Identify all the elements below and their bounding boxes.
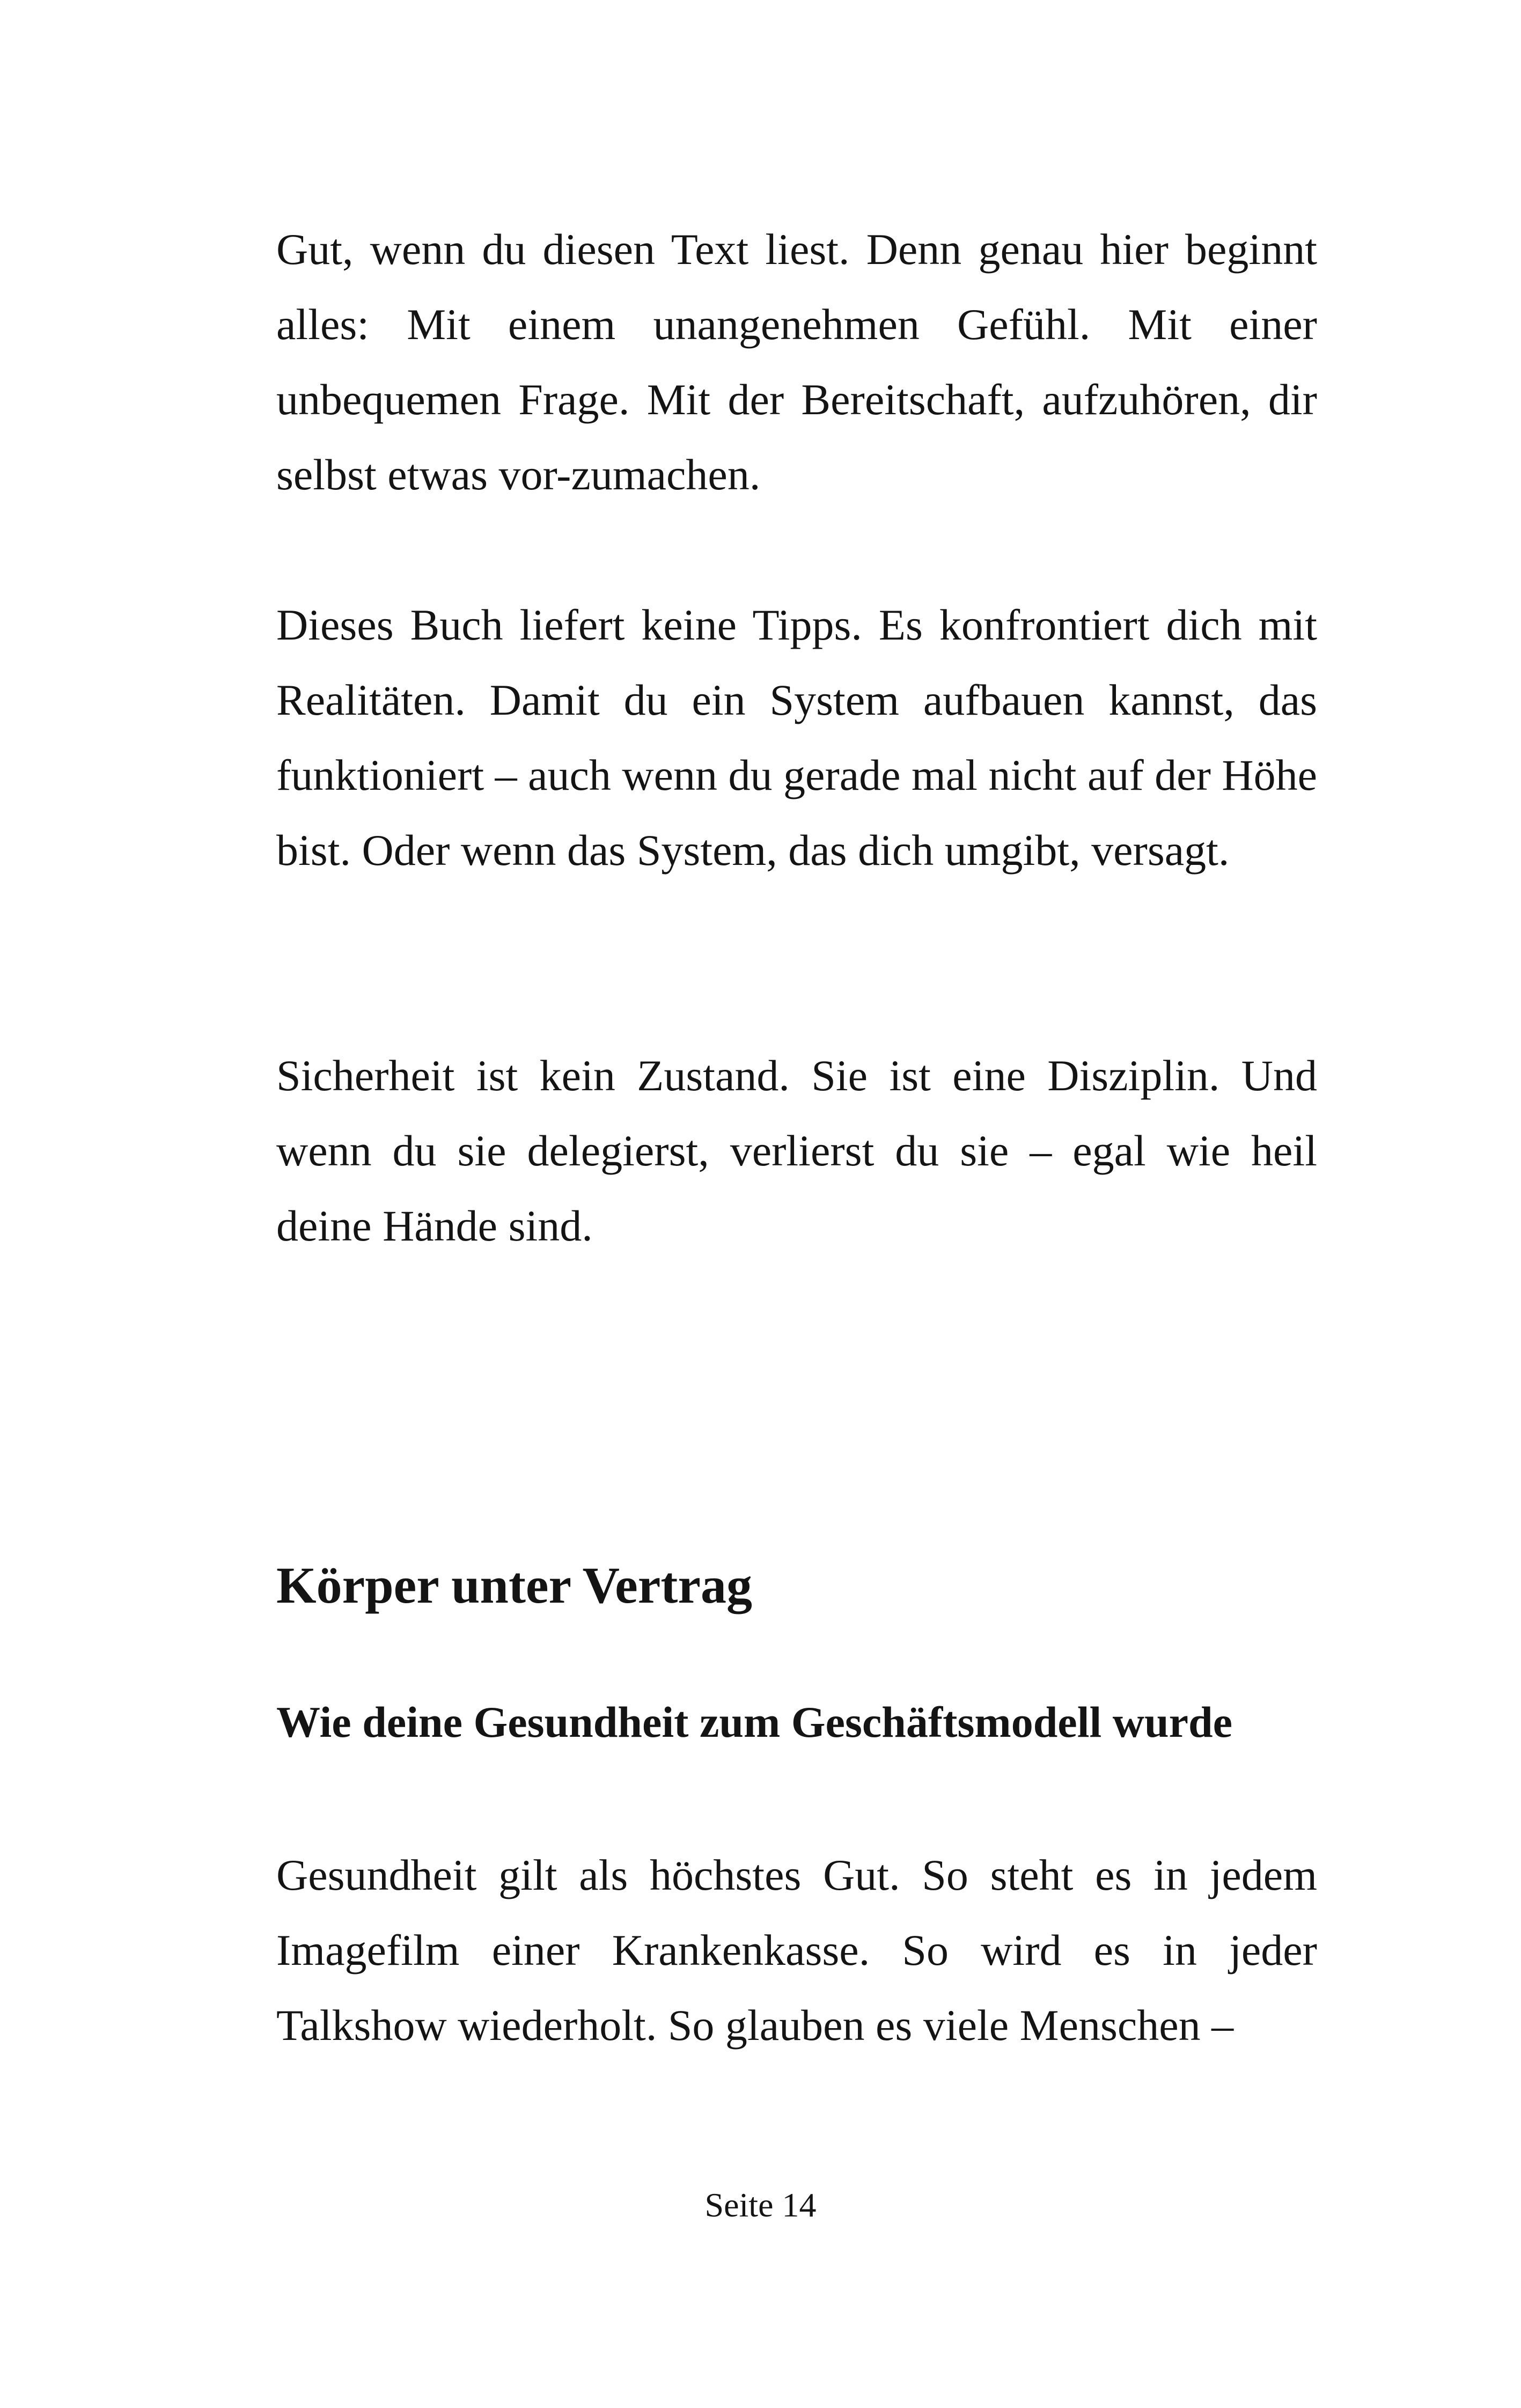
intro-paragraph-3: Sicherheit ist kein Zustand. Sie ist eine Disziplin. Und wenn du sie delegierst, verlierst du sie – egal wie heil deine Hände sind. <box>276 1051 1317 1250</box>
intro-paragraph-2: Dieses Buch liefert keine Tipps. Es konfrontiert dich mit Realitäten. Damit du ein System aufbauen kannst, das funktioniert – auch wenn du gerade mal nicht auf der Höhe bist. Oder wenn das System, das dich umgibt, versagt. <box>276 600 1317 875</box>
intro-paragraph-1: Gut, wenn du diesen Text liest. Denn genau hier beginnt alles: Mit einem unangenehmen Gefühl. Mit einer unbequemen Frage. Mit der Bereitschaft, aufzuhören, dir selbst etwas vor-zumachen. <box>276 225 1317 499</box>
chapter-title: Körper unter Vertrag <box>276 1557 752 1614</box>
page-number: Seite 14 <box>704 2186 817 2224</box>
chapter-paragraph-1: Gesundheit gilt als höchstes Gut. So steht es in jedem Imagefilm einer Krankenkasse. So wird es in jeder Talkshow wiederholt. So glauben es viele Menschen – <box>276 1851 1317 2050</box>
chapter-subtitle: Wie deine Gesundheit zum Geschäftsmodell wurde <box>276 1698 1232 1746</box>
chapter-body <box>276 1838 1317 2063</box>
intro-section <box>276 588 1317 888</box>
intro-section <box>276 212 1317 512</box>
intro-section <box>276 1038 1317 1264</box>
